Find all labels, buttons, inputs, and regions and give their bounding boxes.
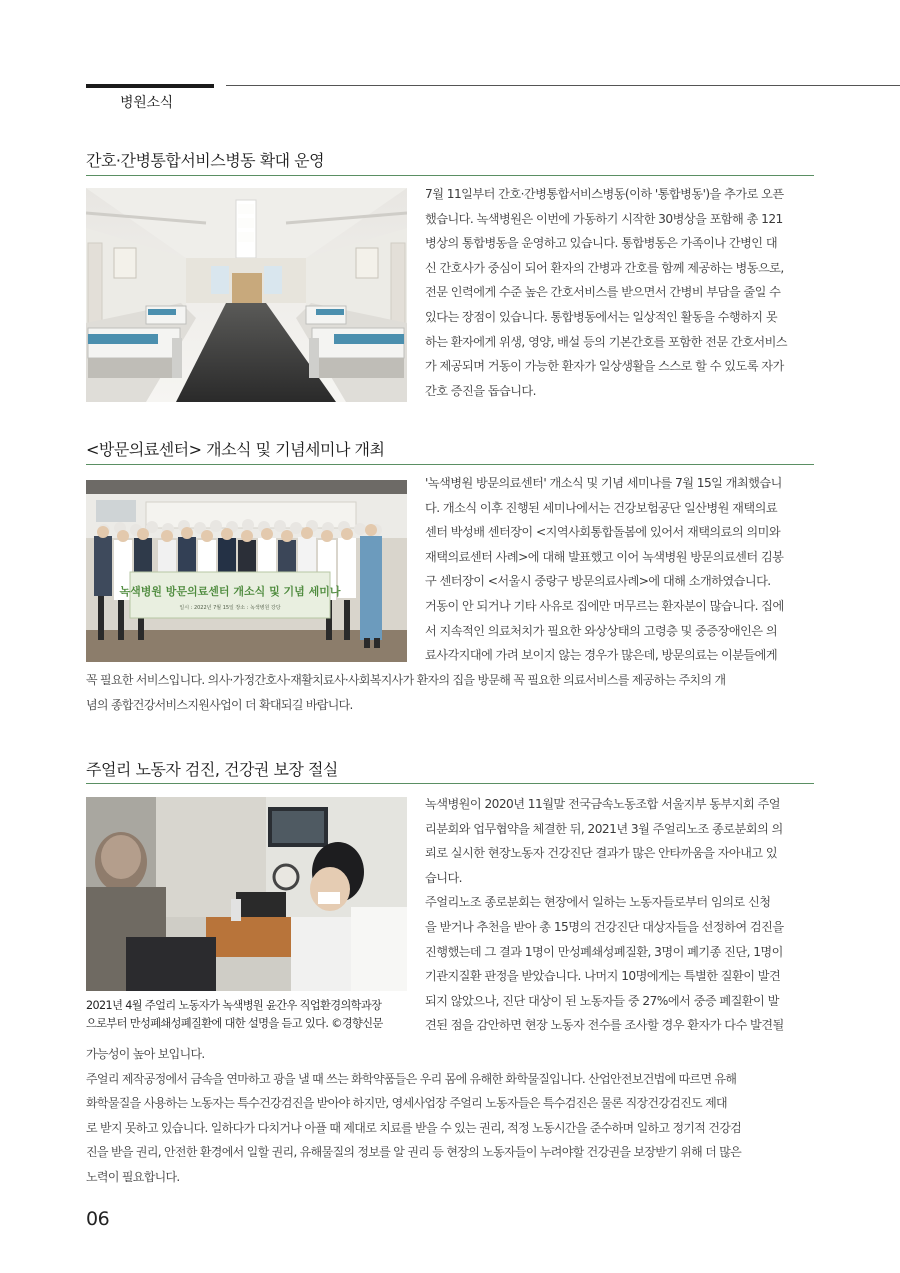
- body-line: 7월 11일부터 간호·간병통합서비스병동(이하 '통합병동')을 추가로 오픈: [425, 187, 784, 201]
- body-line: 가 제공되며 거동이 가능한 환자가 일상생활을 스스로 할 수 있도록 자가: [425, 359, 784, 374]
- body-line: 뢰로 실시한 현장노동자 건강진단 결과가 많은 안타까움을 자아내고 있: [425, 846, 778, 861]
- body-line: 꼭 필요한 서비스입니다. 의사·가정간호사·재활치료사·사회복지사가 환자의 집을 방문해 꼭 필요한 의료서비스를 제공하는 주치의 개: [86, 673, 726, 687]
- body-line: 기관지질환 판정을 받았습니다. 나머지 10명에게는 특별한 질환이 발견: [425, 969, 781, 984]
- body-line: 신 간호사가 중심이 되어 환자의 간병과 간호를 함께 제공하는 병동으로,: [425, 260, 784, 275]
- ward-photo: [86, 188, 407, 402]
- body-line: 되지 않았으나, 진단 대상이 된 노동자들 중 27%에서 중증 폐질환이 발: [425, 993, 779, 1008]
- article-1-body: [425, 182, 787, 403]
- body-line: 구 센터장이 <서울시 중랑구 방문의료사례>에 대해 소개하였습니다.: [425, 574, 771, 589]
- ceremony-photo: [86, 480, 407, 662]
- article-2-title: <방문의료센터> 개소식 및 기념세미나 개최: [86, 440, 385, 459]
- body-line: 주얼리 제작공정에서 금속을 연마하고 광을 낼 때 쓰는 화학약품들은 우리 몸에 유해한 화학물질입니다. 산업안전보건법에 따르면 유해: [86, 1071, 737, 1086]
- body-line: 리분회와 업무협약을 체결한 뒤, 2021년 3월 주얼리노조 종로분회의 의: [425, 821, 783, 836]
- caption-line: 으로부터 만성폐쇄성폐질환에 대한 설명을 듣고 있다. ©경향신문: [86, 1017, 383, 1030]
- body-line: 병상의 통합병동을 운영하고 있습니다. 통합병동은 가족이나 간병인 대: [425, 236, 778, 251]
- body-line: 료사각지대에 가려 보이지 않는 경우가 많은데, 방문의료는 이분들에게: [425, 648, 778, 663]
- checkup-photo: [86, 797, 407, 991]
- body-line: 진행했는데 그 결과 1명이 만성폐쇄성폐질환, 3명이 폐기종 진단, 1명이: [425, 944, 783, 959]
- article-3-rule: [86, 783, 814, 784]
- article-1-rule: [86, 175, 814, 176]
- page-number: 06: [86, 1208, 110, 1230]
- article-3-body: [425, 792, 784, 1038]
- banner-title: 녹색병원 방문의료센터 개소식 및 기념 세미나: [119, 585, 341, 598]
- body-line: 념의 종합건강서비스지원사업이 더 확대되길 바랍니다.: [86, 697, 353, 712]
- body-line: 가능성이 높아 보입니다.: [86, 1047, 205, 1061]
- body-line: 견된 점을 감안하면 현장 노동자 전수를 조사할 경우 환자가 다수 발견될: [425, 1018, 784, 1033]
- body-line: 하는 환자에게 위생, 영양, 배설 등의 기본간호를 포함한 전문 간호서비스: [425, 334, 788, 349]
- body-line: 로 받지 못하고 있습니다. 일하다가 다치거나 아플 때 제대로 치료를 받을 수 있는 권리, 적정 노동시간을 준수하며 일하고 정기적 건강검: [86, 1120, 742, 1135]
- header-accent-bar: [86, 84, 214, 88]
- body-line: 을 받거나 추천을 받아 총 15명의 건강진단 대상자들을 선정하여 검진을: [425, 919, 784, 934]
- body-line: 진을 받을 권리, 안전한 환경에서 일할 권리, 유해물질의 정보를 알 권리 등 현장의 노동자들이 누려야할 건강권을 보장받기 위해 더 많은: [86, 1145, 742, 1160]
- header-rule: [226, 85, 900, 86]
- photo-caption: [86, 997, 411, 1033]
- article-3-body-full: [86, 1042, 741, 1190]
- body-line: 녹색병원이 2020년 11월말 전국금속노동조합 서울지부 동부지회 주얼: [425, 797, 780, 811]
- body-line: 센터 박성배 센터장이 <지역사회통합돌봄에 있어서 재택의료의 의미와: [425, 525, 781, 540]
- body-line: 다. 개소식 이후 진행된 세미나에서는 건강보험공단 일산병원 재택의료: [425, 500, 778, 515]
- body-line: 화학물질을 사용하는 노동자는 특수건강검진을 받아야 하지만, 영세사업장 주얼리 노동자들은 특수검진은 물론 직장건강검진도 제대: [86, 1096, 727, 1111]
- body-line: 전문 인력에게 수준 높은 간호서비스를 받으면서 간병비 부담을 줄일 수: [425, 285, 781, 300]
- body-line: '녹색병원 방문의료센터' 개소식 및 기념 세미나를 7월 15일 개최했습니: [425, 476, 782, 490]
- section-label: 병원소식: [120, 95, 173, 111]
- article-2-body: [425, 471, 784, 668]
- body-line: 했습니다. 녹색병원은 이번에 가동하기 시작한 30병상을 포함해 총 121: [425, 211, 783, 226]
- article-2-body-full: [86, 668, 725, 717]
- body-line: 습니다.: [425, 870, 462, 885]
- caption-line: 2021년 4월 주얼리 노동자가 녹색병원 윤간우 직업환경의학과장: [86, 999, 382, 1012]
- body-line: 주얼리노조 종로분회는 현장에서 일하는 노동자들로부터 임의로 신청: [425, 895, 771, 910]
- body-line: 거동이 안 되거나 기타 사유로 집에만 머무르는 환자분이 많습니다. 집에: [425, 598, 784, 613]
- body-line: 있다는 장점이 있습니다. 통합병동에서는 일상적인 활동을 수행하지 못: [425, 309, 778, 324]
- body-line: 노력이 필요합니다.: [86, 1169, 180, 1184]
- body-line: 서 지속적인 의료처치가 필요한 와상상태의 고령층 및 중증장애인은 의: [425, 623, 778, 638]
- article-2-rule: [86, 464, 814, 465]
- body-line: 간호 증진을 돕습니다.: [425, 383, 536, 398]
- body-line: 재택의료센터 사례>에 대해 발표했고 이어 녹색병원 방문의료센터 김봉: [425, 549, 784, 564]
- article-1-title: 간호·간병통합서비스병동 확대 운영: [86, 151, 325, 170]
- banner-subtext: 일시 : 2022년 7월 15일 장소 : 녹색병원 강당: [179, 605, 281, 611]
- article-3-title: 주얼리 노동자 검진, 건강권 보장 절실: [86, 760, 338, 779]
